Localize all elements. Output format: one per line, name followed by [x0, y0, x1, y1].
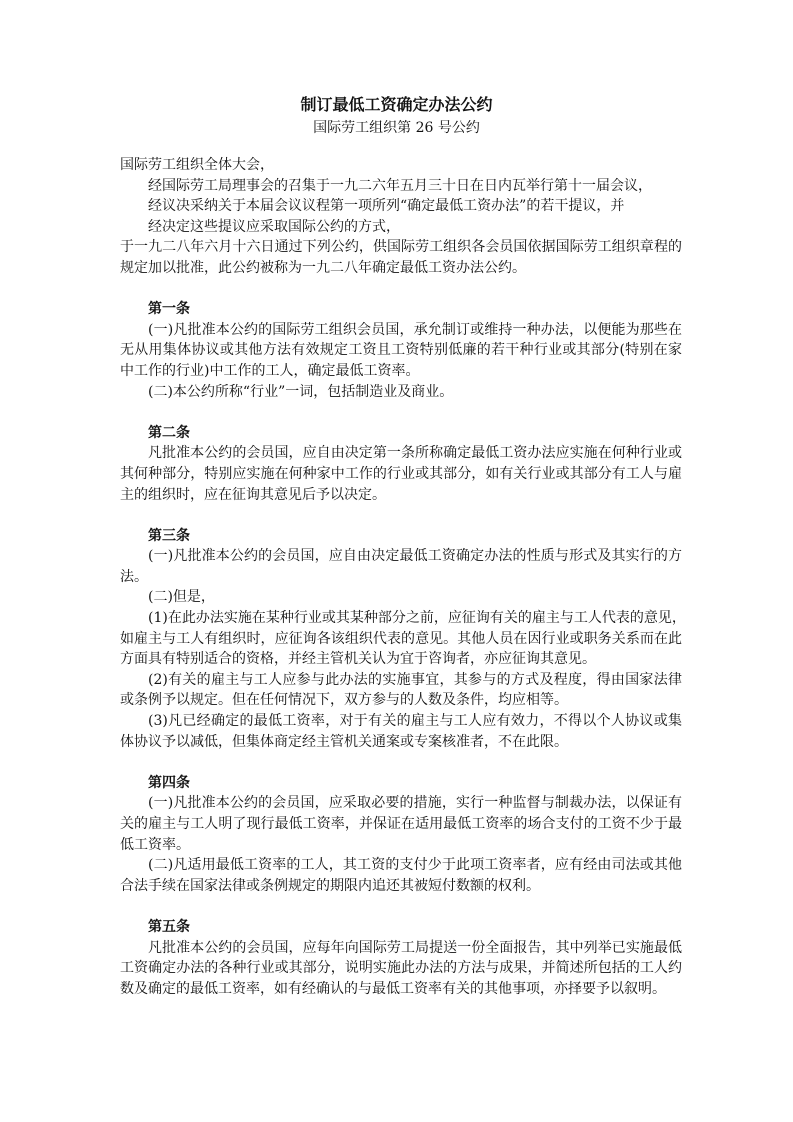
paragraph-line: (一)凡批准本公约的会员国，应采取必要的措施，实行一种监督与制裁办法，以保证有 — [148, 795, 682, 812]
article-heading-text: 第一条 — [148, 301, 190, 318]
paragraph — [120, 587, 682, 608]
article-heading — [120, 526, 682, 547]
paragraph-line: 关的雇主与工人明了现行最低工资率，并保证在适用最低工资率的场合支付的工资不少于最 — [120, 816, 682, 832]
paragraph-line: 或条例予以规定。但在任何情况下，双方参与的人数及条件，均应相等。 — [120, 692, 568, 709]
paragraph — [120, 196, 682, 217]
paragraph-line: 体协议予以减低，但集体商定经主管机关通案或专案核准者，不在此限。 — [120, 733, 568, 750]
paragraph-line: (3)凡已经确定的最低工资率，对于有关的雇主与工人应有效力，不得以个人协议或集 — [148, 713, 682, 730]
paragraph-line: (二)凡适用最低工资率的工人，其工资的支付少于此项工资率者，应有经由司法或其他 — [148, 857, 682, 874]
paragraph-line: 凡批准本公约的会员国，应自由决定第一条所称确定最低工资办法应实施在何种行业或 — [148, 445, 682, 462]
paragraph-line: (二)但是， — [148, 589, 215, 606]
paragraph — [120, 176, 682, 197]
paragraph — [120, 443, 682, 505]
paragraph-line: 于一九二八年六月十六日通过下列公约，供国际劳工组织各会员国依据国际劳工组织章程的 — [120, 239, 682, 256]
paragraph-line: 低工资率。 — [120, 836, 190, 853]
paragraph-line: 无从用集体协议或其他方法有效规定工资且工资特别低廉的若干种行业或其部分(特别在家 — [120, 342, 682, 359]
paragraph-line: 经国际劳工局理事会的召集于一九二六年五月三十日在日内瓦举行第十一届会议， — [148, 177, 652, 194]
blank-line — [120, 752, 682, 773]
paragraph — [120, 938, 682, 1000]
paragraph-line: 经决定这些提议应采取国际公约的方式， — [148, 218, 400, 235]
paragraph-line: 主的组织时，应在征询其意见后予以决定。 — [120, 486, 386, 503]
paragraph-line: (一)凡批准本公约的会员国，应自由决定最低工资确定办法的性质与形式及其实行的方 — [148, 548, 682, 565]
paragraph-line: 数及确定的最低工资率，如有经确认的与最低工资率有关的其他事项，亦择要予以叙明。 — [120, 980, 666, 997]
paragraph-line: 经议决采纳关于本届会议议程第一项所列“确定最低工资办法”的若干提议，并 — [148, 198, 625, 215]
document-body — [120, 155, 686, 999]
paragraph-line: 合法手续在国家法律或条例规定的期限内追还其被短付数额的权利。 — [120, 877, 540, 894]
article-heading-text: 第三条 — [148, 527, 190, 544]
article-heading-text: 第二条 — [148, 424, 190, 441]
paragraph-line: (2)有关的雇主与工人应参与此办法的实施事宜，其参与的方式及程度，得由国家法律 — [148, 671, 682, 688]
paragraph — [120, 382, 682, 403]
document-subtitle: 国际劳工组织第 26 号公约 — [313, 120, 480, 136]
paragraph-line: 国际劳工组织全体大会， — [120, 157, 274, 173]
paragraph-line: (一)凡批准本公约的国际劳工组织会员国，承允制订或维持一种办法，以便能为那些在 — [148, 321, 682, 338]
paragraph-line: 凡批准本公约的会员国，应每年向国际劳工局提送一份全面报告，其中列举已实施最低 — [148, 939, 682, 956]
blank-line — [120, 505, 682, 526]
paragraph-line: 其何种部分，特别应实施在何种家中工作的行业或其部分，如有关行业或其部分有工人与雇 — [120, 465, 682, 482]
paragraph-line: (1)在此办法实施在某种行业或其某种部分之前，应征询有关的雇主与工人代表的意见， — [148, 610, 686, 627]
paragraph — [120, 793, 682, 855]
article-heading — [120, 423, 682, 444]
article-heading — [120, 917, 682, 938]
article-heading — [120, 299, 682, 320]
blank-line — [120, 896, 682, 917]
paragraph — [120, 217, 682, 238]
blank-line — [120, 402, 682, 423]
paragraph — [120, 320, 682, 382]
paragraph — [120, 237, 682, 278]
paragraph-line: (二)本公约所称“行业”一词，包括制造业及商业。 — [148, 383, 454, 400]
paragraph-line: 如雇主与工人有组织时，应征询各该组织代表的意见。其他人员在因行业或职务关系而在此 — [120, 630, 682, 647]
paragraph-line: 工资确定办法的各种行业或其部分，说明实施此办法的方法与成果，并简述所包括的工人约 — [120, 960, 682, 977]
article-heading-text: 第五条 — [148, 918, 190, 935]
paragraph — [120, 711, 682, 752]
article-heading-text: 第四条 — [148, 774, 190, 791]
paragraph — [120, 608, 686, 670]
paragraph-line: 方面具有特别适合的资格，并经主管机关认为宜于咨询者，亦应征询其意见。 — [120, 651, 596, 668]
paragraph-line: 规定加以批准，此公约被称为一九二八年确定最低工资办法公约。 — [120, 259, 526, 276]
blank-line — [120, 279, 682, 300]
paragraph — [120, 670, 682, 711]
paragraph — [120, 855, 682, 896]
paragraph-line: 法。 — [120, 568, 148, 585]
paragraph — [120, 546, 682, 587]
document-title: 制订最低工资确定办法公约 — [300, 95, 493, 114]
article-heading — [120, 773, 682, 794]
paragraph — [120, 155, 682, 176]
paragraph-line: 中工作的行业)中工作的工人，确定最低工资率。 — [120, 362, 420, 379]
